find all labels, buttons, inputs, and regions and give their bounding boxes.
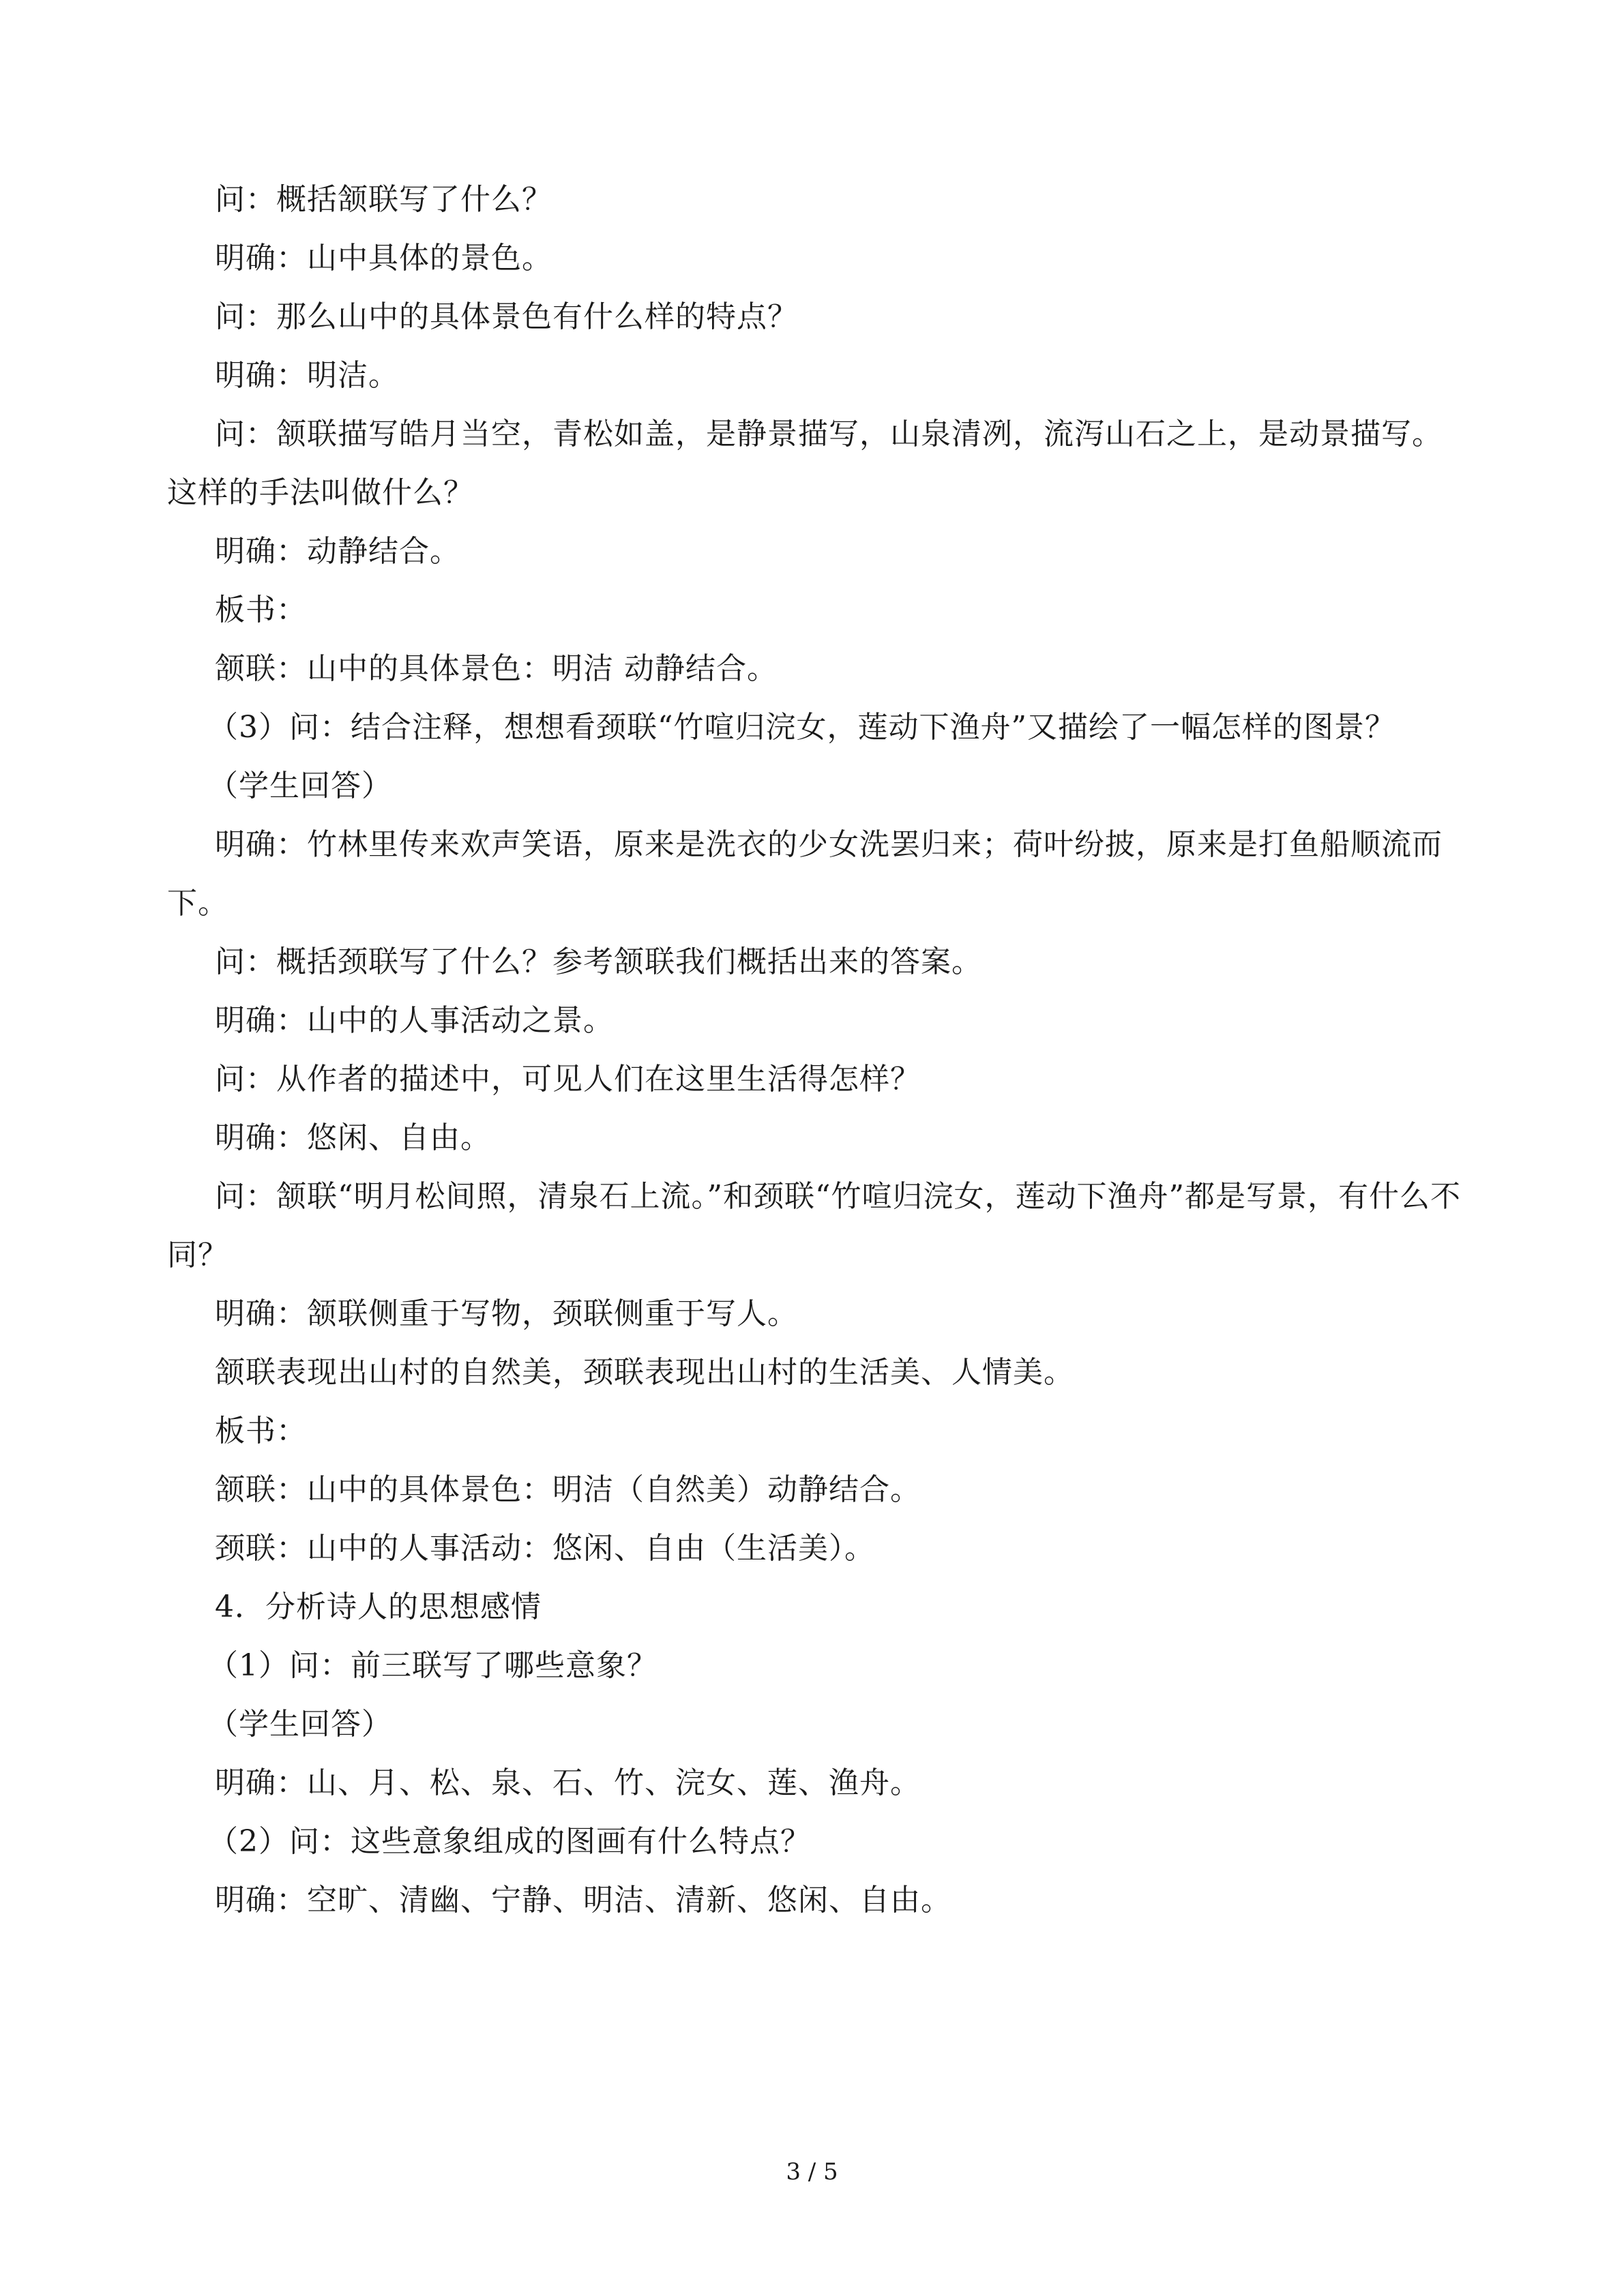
paragraph: （学生回答） — [208, 769, 392, 803]
paragraph: 板书： — [215, 593, 307, 627]
paragraph: 明确：颔联侧重于写物，颈联侧重于写人。 — [215, 1296, 798, 1331]
paragraph: 明确：空旷、清幽、宁静、明洁、清新、悠闲、自由。 — [215, 1883, 951, 1918]
paragraph: 颈联：山中的人事活动：悠闲、自由（生活美）。 — [215, 1531, 875, 1566]
paragraph: 颔联：山中的具体景色：明洁（自然美）动静结合。 — [215, 1472, 921, 1507]
paragraph: （2）问：这些意象组成的图画有什么特点？ — [208, 1824, 811, 1859]
paragraph: 问：那么山中的具体景色有什么样的特点？ — [215, 299, 798, 334]
paragraph: 颔联表现出山村的自然美，颈联表现出山村的生活美、人情美。 — [215, 1355, 1074, 1390]
paragraph: 问：概括颈联写了什么？参考颔联我们概括出来的答案。 — [215, 944, 982, 979]
paragraph: 明确：悠闲、自由。 — [215, 1120, 491, 1155]
paragraph: 问：概括颔联写了什么？ — [215, 182, 552, 217]
paragraph: 明确：动静结合。 — [215, 534, 460, 569]
paragraph: 明确：山、月、松、泉、石、竹、浣女、莲、渔舟。 — [215, 1765, 921, 1800]
page-number: 3 / 5 — [786, 2158, 838, 2186]
paragraph: 板书： — [215, 1414, 307, 1448]
paragraph: 问：颔联“明月松间照，清泉石上流。”和颈联“竹喧归浣女，莲动下渔舟”都是写景，有什么不同？ — [167, 1179, 1461, 1272]
paragraph: 颔联：山中的具体景色：明洁 动静结合。 — [215, 651, 778, 686]
paragraph: 明确：明洁。 — [215, 358, 399, 393]
paragraph: （1）问：前三联写了哪些意象？ — [208, 1648, 658, 1683]
paragraph: （学生回答） — [208, 1707, 392, 1742]
paragraph: 明确：山中的人事活动之景。 — [215, 1003, 614, 1038]
paragraph: 明确：山中具体的景色。 — [215, 241, 552, 275]
paragraph: 问：从作者的描述中，可见人们在这里生活得怎样？ — [215, 1062, 921, 1097]
paragraph: （3）问：结合注释，想想看颈联“竹喧归浣女，莲动下渔舟”又描绘了一幅怎样的图景？ — [208, 710, 1396, 745]
document-body — [167, 170, 1463, 1930]
section-heading: 4．分析诗人的思想感情 — [215, 1590, 542, 1624]
paragraph: 明确：竹林里传来欢声笑语，原来是洗衣的少女洗罢归来；荷叶纷披，原来是打鱼船顺流而下。 — [167, 827, 1443, 921]
paragraph: 问：颔联描写皓月当空，青松如盖，是静景描写，山泉清冽，流泻山石之上，是动景描写。这样的手法叫做什么？ — [167, 417, 1443, 510]
